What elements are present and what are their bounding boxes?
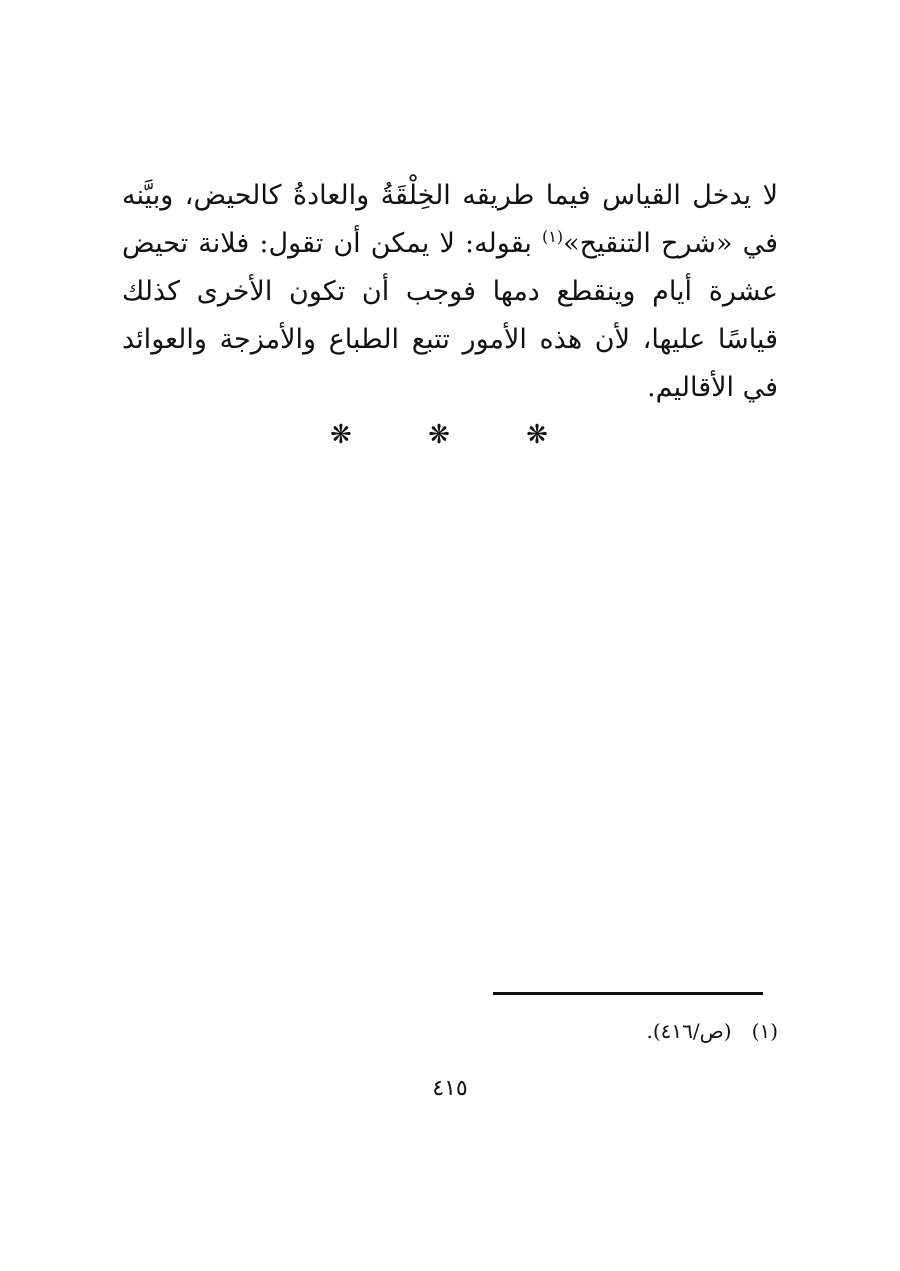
footnote-number: (١) — [751, 1019, 778, 1043]
paragraph-part-2: بقوله: لا يمكن أن تقول: فلانة تحيض عشرة أيام وينقطع دمها فوجب أن تكون الأخرى كذلك قياسًا عليها، لأن هذه الأمور تتبع الطباع والأمزجة والعوائد في الأقاليم. — [122, 228, 778, 403]
footnote-reference[interactable]: (١) — [542, 227, 564, 246]
main-paragraph — [122, 172, 778, 412]
separator-star-icon: ❋ — [330, 420, 374, 450]
footnote-divider — [493, 992, 763, 995]
section-separator — [0, 420, 900, 450]
paragraph-text — [122, 172, 778, 412]
footnote-text: (ص/٤١٦). — [646, 1019, 732, 1043]
separator-star-icon: ❋ — [428, 420, 472, 450]
footnote — [500, 1016, 778, 1046]
paragraph-part-1: لا يدخل القياس فيما طريقه الخِلْقَةُ والعادةُ كالحيض، وبيَّنه في «شرح التنقيح» — [122, 180, 779, 259]
page-number: ٤١٥ — [432, 1076, 468, 1101]
separator-star-icon: ❋ — [526, 420, 570, 450]
